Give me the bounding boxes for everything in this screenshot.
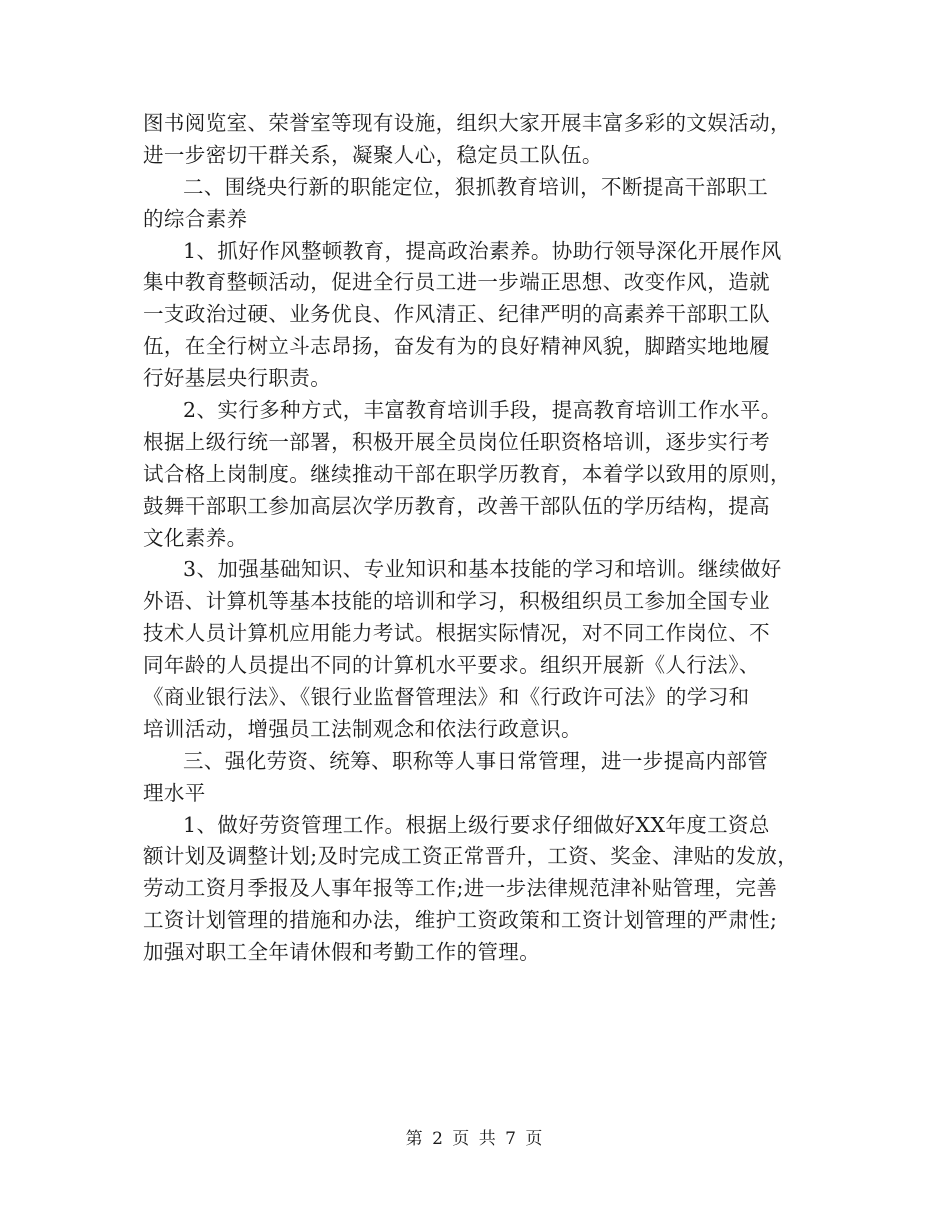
text-line: 进一步密切干群关系，凝聚人心，稳定员工队伍。	[143, 142, 603, 167]
text-line: 试合格上岗制度。继续推动干部在职学历教育，本着学以致用的原则，	[143, 461, 791, 486]
text-line: 行好基层央行职责。	[143, 366, 332, 391]
text-line: 图书阅览室、荣誉室等现有设施，组织大家开展丰富多彩的文娱活动，	[143, 111, 791, 135]
text-line: 文化素养。	[143, 525, 248, 550]
section-heading-3-cont: 理水平	[143, 780, 206, 805]
text-line: 一支政治过硬、业务优良、作风清正、纪律严明的高素养干部职工队	[143, 302, 770, 327]
text-line: 培训活动，增强员工法制观念和依法行政意识。	[143, 716, 582, 741]
paragraph-3-1-start: 1、做好劳资管理工作。根据上级行要求仔细做好XX年度工资总	[183, 812, 770, 837]
paragraph-2-3-start: 3、加强基础知识、专业知识和基本技能的学习和培训。继续做好	[183, 557, 782, 582]
section-heading-2-cont: 的综合素养	[143, 206, 248, 231]
text-line: 同年龄的人员提出不同的计算机水平要求。组织开展新《人行法》、	[143, 653, 760, 678]
section-heading-2: 二、围绕央行新的职能定位，狠抓教育培训，不断提高干部职工	[183, 174, 769, 199]
paragraph-2-2-start: 2、实行多种方式，丰富教育培训手段，提高教育培训工作水平。	[183, 398, 782, 423]
text-line: 鼓舞干部职工参加高层次学历教育，改善干部队伍的学历结构，提高	[143, 493, 770, 518]
text-line: 劳动工资月季报及人事年报等工作;进一步法律规范津补贴管理，完善	[143, 876, 778, 901]
page-number-footer: 第 2 页 共 7 页	[405, 1129, 545, 1149]
text-line: 《商业银行法》、《银行业监督管理法》和《行政许可法》的学习和	[143, 685, 750, 710]
text-line: 技术人员计算机应用能力考试。根据实际情况，对不同工作岗位、不	[143, 621, 770, 646]
text-line: 工资计划管理的措施和办法，维护工资政策和工资计划管理的严肃性;	[143, 908, 778, 933]
text-line: 额计划及调整计划;及时完成工资正常晋升，工资、奖金、津贴的发放，	[143, 844, 799, 869]
text-line: 加强对职工全年请休假和考勤工作的管理。	[143, 940, 541, 965]
text-line: 伍，在全行树立斗志昂扬，奋发有为的良好精神风貌，脚踏实地地履	[143, 334, 770, 359]
section-heading-3: 三、强化劳资、统筹、职称等人事日常管理，进一步提高内部管	[183, 748, 769, 773]
document-body	[143, 108, 808, 969]
text-line: 根据上级行统一部署，积极开展全员岗位任职资格培训，逐步实行考	[143, 429, 770, 454]
text-line: 集中教育整顿活动，促进全行员工进一步端正思想、改变作风，造就	[143, 270, 770, 295]
text-line: 外语、计算机等基本技能的培训和学习，积极组织员工参加全国专业	[143, 589, 770, 614]
paragraph-2-1-start: 1、抓好作风整顿教育，提高政治素养。协助行领导深化开展作风	[183, 238, 782, 263]
